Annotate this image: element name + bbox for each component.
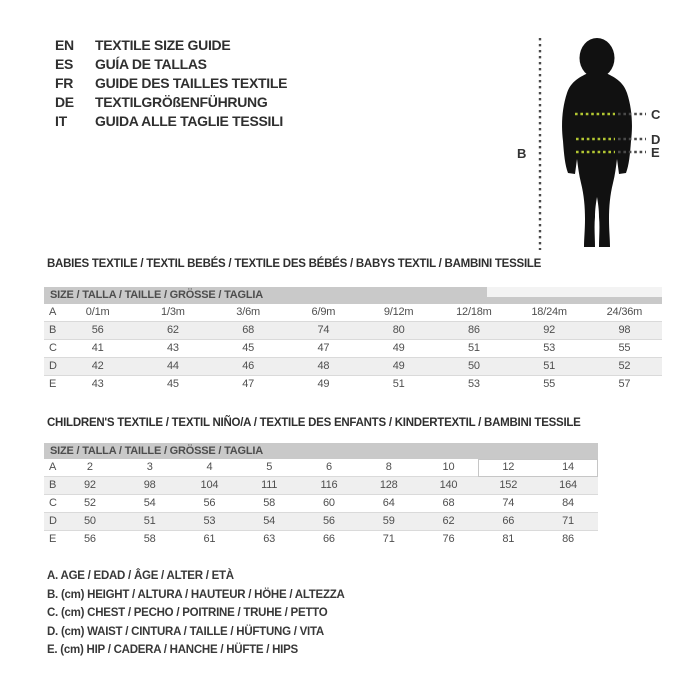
language-title: TEXTILE SIZE GUIDE <box>95 37 231 53</box>
size-value-cell: 12 <box>478 459 538 477</box>
size-value-cell: 74 <box>478 495 538 513</box>
size-value-cell: 41 <box>60 340 135 358</box>
size-value-cell: 56 <box>83 533 96 545</box>
size-value-cell: 49 <box>317 378 330 390</box>
size-value-cell: 84 <box>538 495 598 513</box>
language-code: ES <box>55 56 74 72</box>
size-value-cell: 80 <box>361 322 436 340</box>
language-code: FR <box>55 75 74 91</box>
size-value-cell: 54 <box>120 495 180 513</box>
size-value-cell: 98 <box>120 477 180 495</box>
size-value-cell: 52 <box>587 358 662 376</box>
size-value-cell: 64 <box>359 495 419 513</box>
size-value-cell: 9/12m <box>361 304 436 322</box>
size-value-cell: 3/6m <box>211 304 286 322</box>
size-value-cell: 4 <box>180 459 240 477</box>
size-value-cell: 66 <box>323 533 335 545</box>
label-b: B <box>517 146 527 161</box>
legend-hip: E. (cm) HIP / CADERA / HANCHE / HÜFTE / HIPS <box>47 644 298 656</box>
child-silhouette <box>562 38 632 247</box>
size-value-cell: 61 <box>203 533 216 545</box>
size-value-cell: 98 <box>587 322 662 340</box>
size-value-cell: 55 <box>587 340 662 358</box>
size-value-cell: 18/24m <box>512 304 587 322</box>
language-row-fr <box>55 74 287 93</box>
row-label: C <box>44 495 60 513</box>
size-value-cell: 51 <box>512 358 587 376</box>
size-value-cell: 53 <box>512 340 587 358</box>
size-value-cell: 58 <box>143 533 156 545</box>
size-value-cell: 6/9m <box>286 304 361 322</box>
size-value-cell: 86 <box>436 322 511 340</box>
table-row <box>44 304 662 322</box>
size-value-cell: 53 <box>467 378 480 390</box>
size-value-cell: 52 <box>60 495 120 513</box>
size-value-cell: 92 <box>512 322 587 340</box>
size-value-cell: 140 <box>419 477 479 495</box>
size-value-cell: 128 <box>359 477 419 495</box>
size-value-cell: 74 <box>286 322 361 340</box>
size-value-cell: 47 <box>242 378 255 390</box>
size-value-cell: 56 <box>180 495 240 513</box>
size-value-cell: 71 <box>538 513 598 531</box>
babies-size-header-bar <box>44 287 662 304</box>
legend-height: B. (cm) HEIGHT / ALTURA / HAUTEUR / HÖHE / ALTEZZA <box>47 588 345 601</box>
size-value-cell: 56 <box>60 322 135 340</box>
row-label: D <box>44 513 60 531</box>
children-size-table <box>44 459 598 548</box>
size-header-text: SIZE / TALLA / TAILLE / GRÖSSE / TAGLIA <box>50 445 264 457</box>
size-value-cell: 86 <box>562 533 574 545</box>
size-value-cell: 60 <box>299 495 359 513</box>
size-value-cell: 76 <box>442 533 455 545</box>
table-row <box>44 322 662 340</box>
size-value-cell: 63 <box>263 533 276 545</box>
silhouette-body <box>562 72 632 247</box>
size-value-cell: 81 <box>502 533 515 545</box>
size-value-cell: 58 <box>239 495 299 513</box>
size-value-cell: 42 <box>60 358 135 376</box>
table-row <box>44 358 662 376</box>
size-value-cell: 47 <box>286 340 361 358</box>
row-label: B <box>44 322 60 340</box>
size-value-cell: 48 <box>286 358 361 376</box>
legend-waist: D. (cm) WAIST / CINTURA / TAILLE / HÜFTUNG / VITA <box>47 625 324 638</box>
babies-size-table <box>44 304 662 393</box>
size-value-cell: 24/36m <box>587 304 662 322</box>
size-value-cell: 0/1m <box>60 304 135 322</box>
size-value-cell: 8 <box>359 459 419 477</box>
size-value-cell: 92 <box>60 477 120 495</box>
table-row <box>44 477 598 495</box>
table-row <box>44 531 598 549</box>
size-value-cell: 43 <box>91 378 104 390</box>
size-value-cell: 14 <box>538 459 598 477</box>
size-value-cell: 50 <box>60 513 120 531</box>
size-value-cell: 62 <box>135 322 210 340</box>
legend-age: A. AGE / EDAD / ÂGE / ALTER / ETÀ <box>47 570 234 582</box>
size-value-cell: 53 <box>180 513 240 531</box>
language-code: IT <box>55 113 67 129</box>
size-value-cell: 66 <box>478 513 538 531</box>
size-value-cell: 152 <box>478 477 538 495</box>
size-value-cell: 104 <box>180 477 240 495</box>
language-code: DE <box>55 94 74 110</box>
table-row <box>44 459 598 477</box>
size-value-cell: 2 <box>60 459 120 477</box>
size-value-cell: 51 <box>436 340 511 358</box>
language-code: EN <box>55 37 74 53</box>
size-value-cell: 68 <box>419 495 479 513</box>
size-value-cell: 46 <box>211 358 286 376</box>
size-value-cell: 62 <box>419 513 479 531</box>
language-row-de <box>55 93 287 112</box>
size-header-text: SIZE / TALLA / TAILLE / GRÖSSE / TAGLIA <box>50 289 264 301</box>
size-value-cell: 49 <box>361 358 436 376</box>
language-title-list <box>55 36 287 131</box>
row-label: B <box>44 477 60 495</box>
row-label: A <box>44 304 60 322</box>
size-value-cell: 5 <box>239 459 299 477</box>
size-value-cell: 71 <box>382 533 395 545</box>
table-row <box>44 376 662 394</box>
row-label: E <box>49 533 57 545</box>
size-value-cell: 6 <box>299 459 359 477</box>
size-value-cell: 43 <box>135 340 210 358</box>
size-value-cell: 54 <box>239 513 299 531</box>
size-value-cell: 57 <box>618 378 631 390</box>
language-title: TEXTILGRÖßENFÜHRUNG <box>95 94 268 110</box>
size-value-cell: 59 <box>359 513 419 531</box>
size-value-cell: 45 <box>166 378 179 390</box>
label-c: C <box>651 107 661 122</box>
language-title: GUIDA ALLE TAGLIE TESSILI <box>95 113 283 129</box>
size-value-cell: 44 <box>135 358 210 376</box>
size-value-cell: 51 <box>120 513 180 531</box>
header-bar-artifact <box>487 287 662 297</box>
language-row-it <box>55 112 287 131</box>
size-value-cell: 68 <box>211 322 286 340</box>
size-value-cell: 164 <box>538 477 598 495</box>
language-title: GUIDE DES TAILLES TEXTILE <box>95 75 288 91</box>
size-value-cell: 12/18m <box>436 304 511 322</box>
label-d: D <box>651 132 661 147</box>
table-row <box>44 495 598 513</box>
table-row <box>44 513 598 531</box>
size-value-cell: 1/3m <box>135 304 210 322</box>
babies-section-title: BABIES TEXTILE / TEXTIL BEBÉS / TEXTILE DES BÉBÉS / BABYS TEXTIL / BAMBINI TESSILE <box>47 258 542 270</box>
size-value-cell: 45 <box>211 340 286 358</box>
label-e: E <box>651 145 660 160</box>
language-row-es <box>55 55 287 74</box>
legend-chest: C. (cm) CHEST / PECHO / POITRINE / TRUHE / PETTO <box>47 607 328 619</box>
row-label: E <box>49 378 57 390</box>
size-value-cell: 111 <box>239 477 299 495</box>
size-value-cell: 51 <box>392 378 405 390</box>
size-value-cell: 116 <box>299 477 359 495</box>
row-label: C <box>44 340 60 358</box>
size-value-cell: 55 <box>543 378 556 390</box>
children-section-title: CHILDREN'S TEXTILE / TEXTIL NIÑO/A / TEXTILE DES ENFANTS / KINDERTEXTIL / BAMBINI TESSILE <box>47 417 581 429</box>
size-value-cell: 3 <box>120 459 180 477</box>
language-title: GUÍA DE TALLAS <box>95 56 207 72</box>
row-label: D <box>44 358 60 376</box>
measurement-legend <box>47 567 345 660</box>
size-value-cell: 56 <box>299 513 359 531</box>
children-size-header-bar <box>44 443 598 459</box>
size-value-cell: 49 <box>361 340 436 358</box>
language-row-en <box>55 36 287 55</box>
table-row <box>44 340 662 358</box>
child-measurement-figure <box>505 25 685 255</box>
size-value-cell: 10 <box>419 459 479 477</box>
row-label: A <box>44 459 60 477</box>
size-value-cell: 50 <box>436 358 511 376</box>
